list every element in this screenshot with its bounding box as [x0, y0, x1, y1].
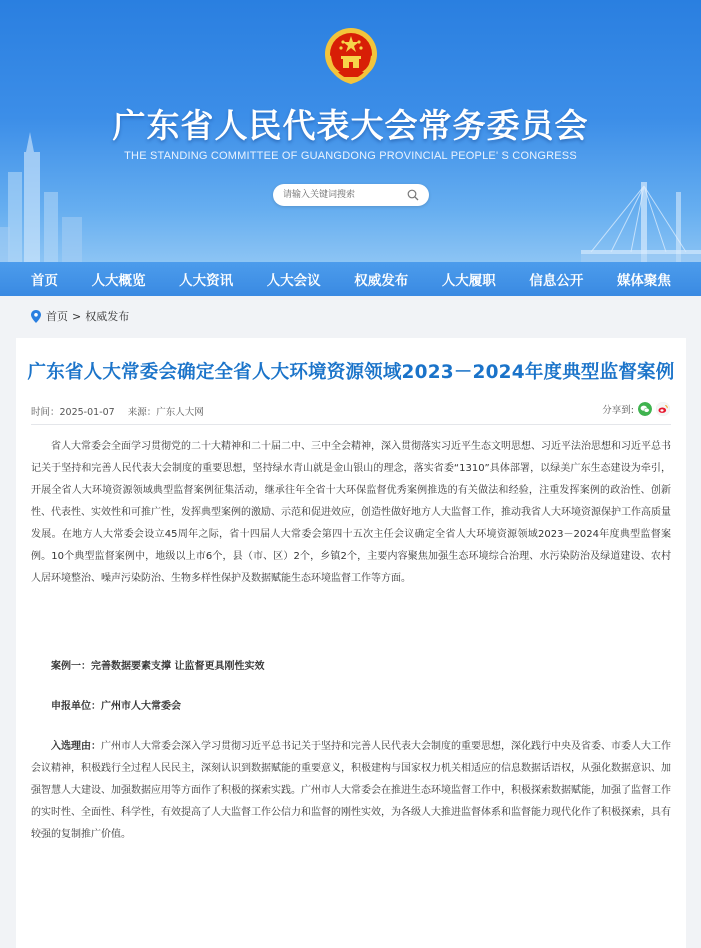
nav-item-disclosure[interactable]: 信息公开	[529, 273, 584, 289]
site-subtitle: THE STANDING COMMITTEE OF GUANGDONG PROVINCIAL PEOPLE' S CONGRESS	[124, 150, 577, 162]
nav-item-news[interactable]: 人大资讯	[179, 273, 234, 289]
search-input[interactable]	[283, 187, 401, 203]
main-nav	[0, 262, 701, 296]
nav-item-overview[interactable]: 人大概览	[91, 273, 146, 289]
breadcrumb-current[interactable]: 权威发布	[85, 310, 130, 323]
publish-time: 时间：2025-01-07	[31, 407, 115, 418]
nav-item-media[interactable]: 媒体聚焦	[616, 273, 671, 289]
article-body	[31, 436, 671, 846]
share-label: 分享到:	[602, 405, 634, 416]
search-icon[interactable]	[407, 189, 419, 201]
case-unit	[31, 696, 671, 718]
article-title: 广东省人大常委会确定全省人大环境资源领域2023－2024年度典型监督案例	[27, 362, 675, 383]
nav-item-meetings[interactable]: 人大会议	[266, 273, 321, 289]
case-heading: 案例一：完善数据要素支撑 让监督更具刚性实效	[51, 661, 265, 672]
bridge-right	[581, 172, 701, 262]
search-box[interactable]	[273, 184, 429, 206]
intro-paragraph: 省人大常委会全面学习贯彻党的二十大精神和二十届二中、三中全会精神，深入贯彻落实习近平生态文明思想、习近平法治思想和习近平总书记关于坚持和完善人民代表大会制度的重要思想，坚持绿水青山就是金山银山的理念，落实省委“1310”具体部署，以绿美广东生态建设为牵引，开展全省人大环境资源领域典型监督案例征集活动，继承往年全省十大环保监督优秀案例推选的有关做法和经验，注重发挥案例的政治性、创新性、代表性、实效性和可推广性，发挥典型案例的激励、示范和促进效应，创造性做好地方人大监督工作，推动我省人大环境资源保护工作高质量发展。在地方人大常委会设立45周年之际，省十四届人大常委会第四十五次主任会议确定全省人大环境资源领域2023－2024年度典型监督案例。10个典型监督案例中，地级以上市6个，县（市、区）2个，乡镇2个，主要内容聚焦加强生态环境综合治理、水污染防治及绿道建设、农村人居环境整治、噪声污染防治、生物多样性保护及数据赋能生态环境监督工作等方面。	[31, 441, 671, 584]
breadcrumb	[31, 308, 129, 324]
nav-item-releases[interactable]: 权威发布	[354, 273, 409, 289]
case-unit-text: 申报单位：广州市人大常委会	[51, 701, 181, 712]
national-emblem-icon	[323, 26, 379, 86]
breadcrumb-separator: >	[72, 309, 82, 323]
site-banner	[0, 0, 701, 262]
meta-divider	[31, 424, 671, 425]
article-source: 来源：广东人大网	[127, 407, 204, 418]
nav-item-duties[interactable]: 人大履职	[441, 273, 496, 289]
article-meta	[31, 404, 204, 418]
site-title: 广东省人民代表大会常务委员会	[112, 106, 589, 145]
nav-item-home[interactable]: 首页	[31, 273, 58, 289]
wechat-icon[interactable]	[638, 402, 652, 416]
share-bar	[602, 402, 670, 416]
article-card	[16, 338, 686, 948]
case-reason-label: 入选理由：	[51, 741, 101, 752]
case-reason-text: 广州市人大常委会深入学习贯彻习近平总书记关于坚持和完善人民代表大会制度的重要思想，深化践行中央及省委、市委人大工作会议精神，积极践行全过程人民民主，深刻认识到数据赋能的重要意义，积极建构与国家权力机关相适应的信息数据话语权，从强化数据意识、加强智慧人大建设、加强数据应用等方面作了积极的探索实践。广州市人大常委会在推进生态环境监督工作中，积极探索数据赋能，加强了监督工作的实时性、全面性、科学性，有效提高了人大监督工作公信力和监督的刚性实效，为各级人大推进监督体系和监督能力现代化作了积极探索，具有较强的复制推广价值。	[31, 741, 671, 840]
breadcrumb-home[interactable]: 首页	[46, 310, 68, 323]
weibo-icon[interactable]	[656, 402, 670, 416]
location-pin-icon	[31, 310, 41, 323]
case-reason	[31, 736, 671, 846]
